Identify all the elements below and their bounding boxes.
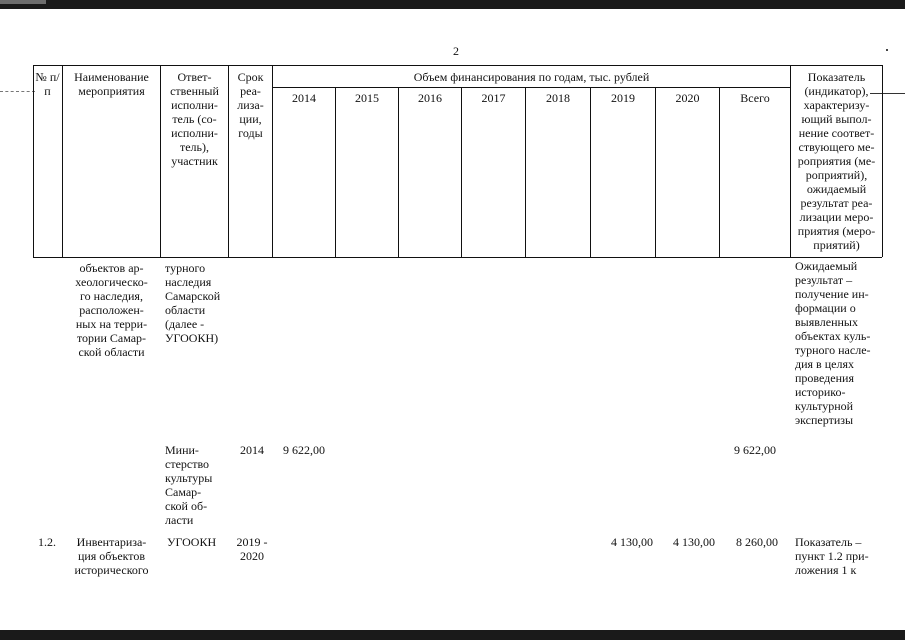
row2-total: 9 622,00 <box>734 443 776 457</box>
header-total: Всего <box>740 91 770 105</box>
header-year-2015: 2015 <box>355 91 379 105</box>
header-col-funding: Объем финансирования по годам, тыс. рублей <box>413 70 650 84</box>
header-year-2020: 2020 <box>675 91 700 105</box>
header-year-2017: 2017 <box>481 91 506 105</box>
row3-name: Инвентариза- ция объектов исторического <box>74 535 149 577</box>
header-year-2014: 2014 <box>292 91 316 105</box>
row3-total: 8 260,00 <box>736 535 778 549</box>
header-col-responsible: Ответ- ственный исполни- тель (со- исполни- тель), участник <box>170 70 219 168</box>
header-col-term: Срок реа- лиза- ции, годы <box>237 70 264 140</box>
scan-top-border <box>0 0 905 9</box>
scan-bottom-border <box>0 630 905 640</box>
header-year-2018: 2018 <box>546 91 570 105</box>
scan-stray-line <box>0 91 35 92</box>
row1-responsible: турного наследия Самарской области (далее - УГООКН) <box>165 261 221 345</box>
scan-speck <box>886 49 888 51</box>
row3-amount-2019: 4 130,00 <box>611 535 653 549</box>
row2-responsible: Мини- стерство культуры Самар- ской об- ласти <box>165 443 213 527</box>
header-col-indicator: Показатель (индикатор), характеризу- ющий выпол- нение соответ- ствующего ме- роприятия (ме- роприятий), ожидаемый результат реа- лизации меро- приятия (меро- приятий) <box>797 70 876 252</box>
header-col-number: № п/п <box>35 70 60 98</box>
row3-amount-2020: 4 130,00 <box>673 535 715 549</box>
header-year-2016: 2016 <box>418 91 442 105</box>
row1-indicator: Ожидаемый результат – получение ин- формации о выявленных объектах куль- турного насле- дия в целях проведения историко- культурной экспертизы <box>795 259 871 427</box>
header-year-2019: 2019 <box>611 91 635 105</box>
row3-indicator: Показатель – пункт 1.2 при- ложения 1 к <box>795 535 869 577</box>
page-number: 2 <box>453 44 459 58</box>
row3-responsible: УГООКН <box>167 535 217 549</box>
row1-name: объектов ар- хеологическо- го наследия, расположен- ных на терри- тории Самар- ской области <box>75 261 148 359</box>
row3-term: 2019 - 2020 <box>236 535 268 563</box>
scan-corner-mark <box>0 0 46 4</box>
row2-amount-2014: 9 622,00 <box>283 443 325 457</box>
row2-term: 2014 <box>240 443 264 457</box>
header-col-name: Наименование мероприятия <box>74 70 149 98</box>
row3-number: 1.2. <box>38 535 56 549</box>
